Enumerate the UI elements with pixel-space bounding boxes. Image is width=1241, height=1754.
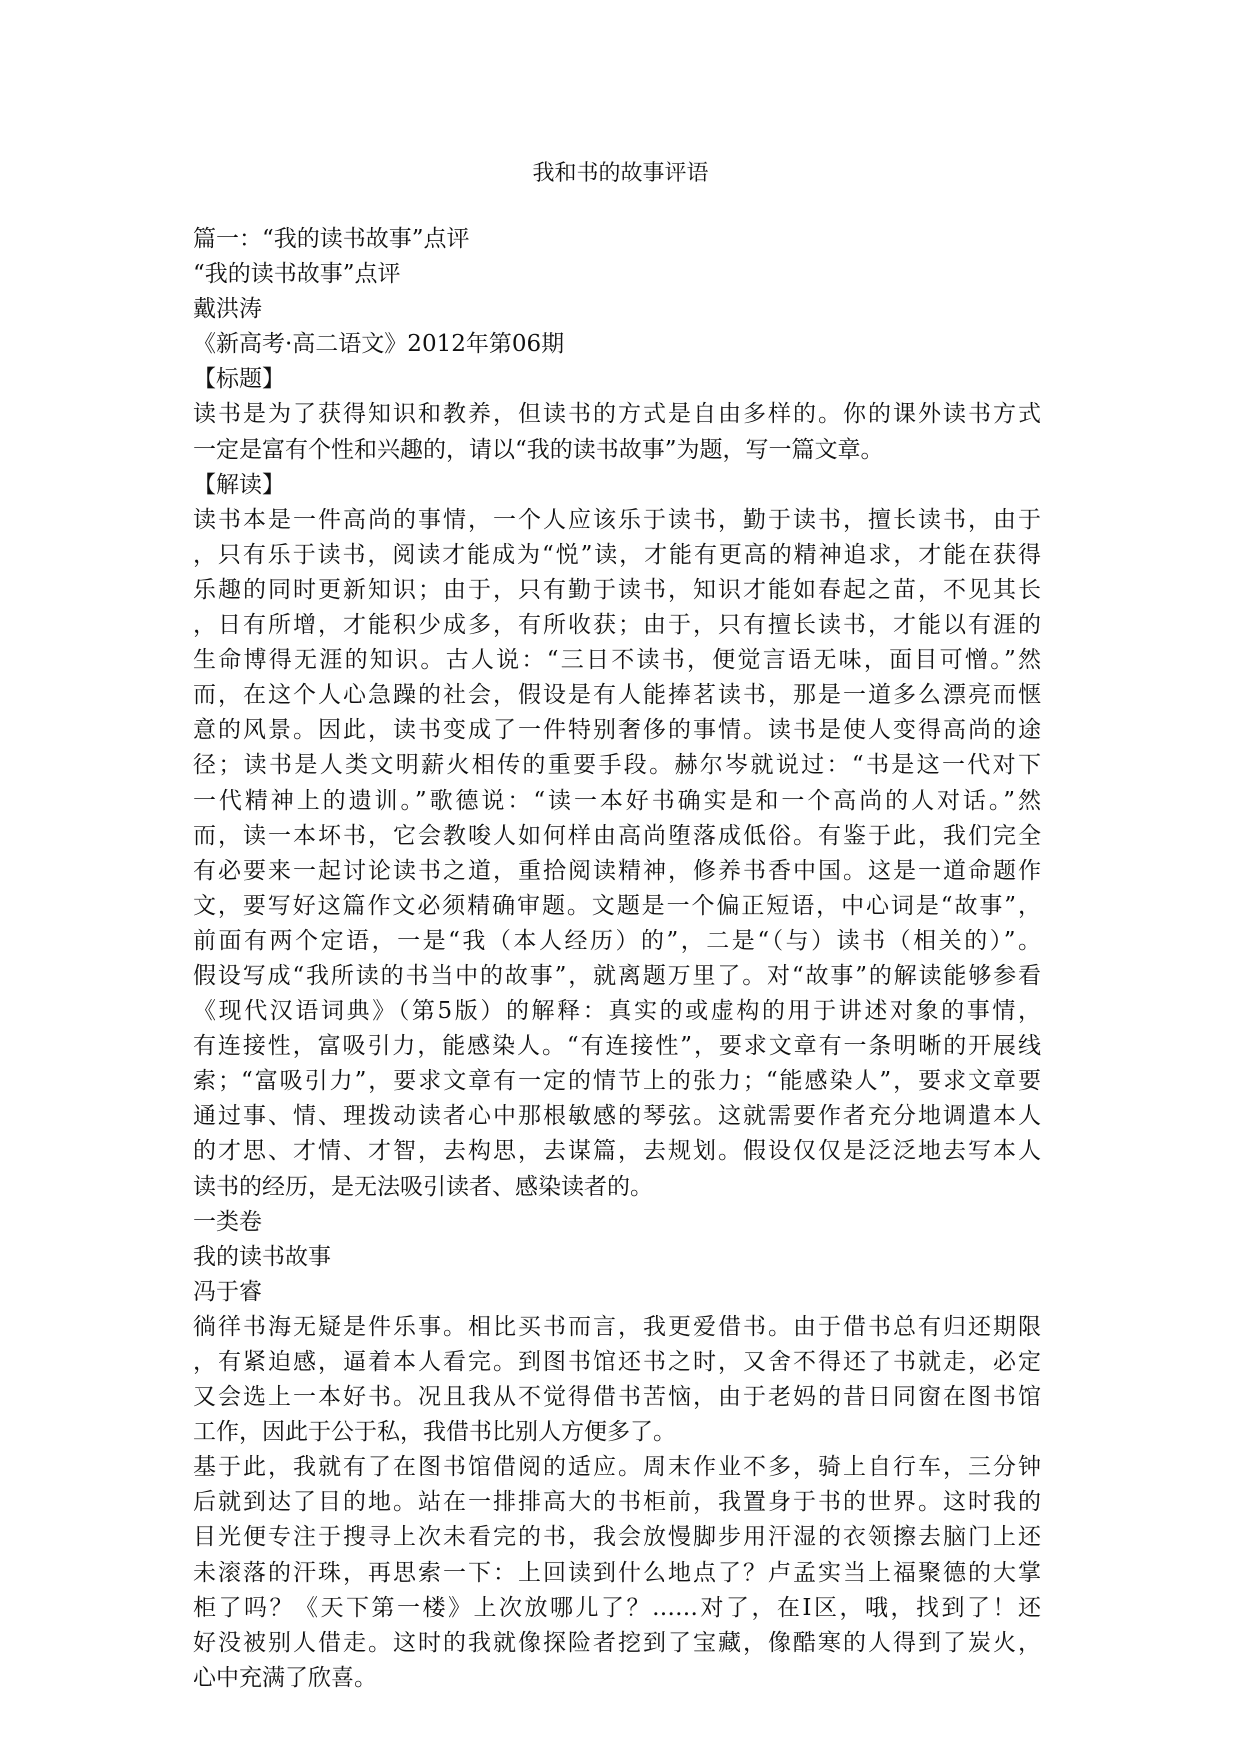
text-line: 目光便专注于搜寻上次未看完的书，我会放慢脚步用汗湿的衣领擦去脑门上还 [193,1524,1041,1551]
text-line: 而，在这个人心急躁的社会，假设是有人能捧茗读书，那是一道多么漂亮而惬 [193,682,1041,709]
text-line: 我的读书故事 [193,1243,331,1270]
text-line: 后就到达了目的地。站在一排排高大的书柜前，我置身于书的世界。这时我的 [193,1489,1041,1516]
text-line: 乐趣的同时更新知识；由于，只有勤于读书，知识才能如春起之苗，不见其长 [193,576,1041,603]
text-line: 一定是富有个性和兴趣的，请以“我的读书故事”为题，写一篇文章。 [193,436,884,463]
text-line: “我的读书故事”点评 [193,261,401,288]
text-line: 文，要写好这篇作文必须精确审题。文题是一个偏正短语，中心词是“故事”， [193,892,1041,919]
text-line: 《现代汉语词典》（第5版）的解释：真实的或虚构的用于讲述对象的事情， [193,998,1041,1025]
text-line: 前面有两个定语，一是“我（本人经历）的”，二是“（与）读书（相关的）”。 [193,927,1041,954]
document-body [193,222,1041,1696]
text-line: ，日有所增，才能积少成多，有所收获；由于，只有擅长读书，才能以有涯的 [193,612,1041,639]
text-line: 读书是为了获得知识和教养，但读书的方式是自由多样的。你的课外读书方式 [193,401,1041,428]
text-line: 假设写成“我所读的书当中的故事”，就离题万里了。对“故事”的解读能够参看 [193,962,1041,989]
text-line: 的才思、才情、才智，去构思，去谋篇，去规划。假设仅仅是泛泛地去写本人 [193,1138,1041,1165]
text-line: 好没被别人借走。这时的我就像探险者挖到了宝藏，像酷寒的人得到了炭火， [193,1629,1041,1656]
document-title: 我和书的故事评语 [532,161,709,186]
text-line: 有必要来一起讨论读书之道，重拾阅读精神，修养书香中国。这是一道命题作 [193,857,1041,884]
text-line: 索；“富吸引力”，要求文章有一定的情节上的张力；“能感染人”，要求文章要 [193,1068,1041,1095]
text-line: 基于此，我就有了在图书馆借阅的适应。周末作业不多，骑上自行车，三分钟 [193,1454,1041,1481]
text-line: 一代精神上的遗训。”歌德说：“读一本好书确实是和一个高尚的人对话。”然 [193,787,1041,814]
text-line: 有连接性，富吸引力，能感染人。“有连接性”，要求文章有一条明晰的开展线 [193,1033,1041,1060]
text-line: 冯于睿 [193,1278,262,1305]
text-line: 柜了吗？《天下第一楼》上次放哪儿了？……对了，在I区，哦，找到了！还 [193,1594,1041,1621]
text-line: 心中充满了欣喜。 [193,1664,377,1691]
text-line: 《新高考·高二语文》2012年第06期 [193,331,565,358]
text-line: 又会选上一本好书。况且我从不觉得借书苦恼，由于老妈的昔日同窗在图书馆 [193,1384,1041,1411]
text-line: 而，读一本坏书，它会教唆人如何样由高尚堕落成低俗。有鉴于此，我们完全 [193,822,1041,849]
text-line: 【标题】 [193,366,285,393]
text-line: 工作，因此于公于私，我借书比别人方便多了。 [193,1419,676,1446]
text-line: 径；读书是人类文明薪火相传的重要手段。赫尔岑就说过：“书是这一代对下 [193,752,1041,779]
text-line: 读书的经历，是无法吸引读者、感染读者的。 [193,1173,653,1200]
text-line: 意的风景。因此，读书变成了一件特别奢侈的事情。读书是使人变得高尚的途 [193,717,1041,744]
text-line: 未滚落的汗珠，再思索一下：上回读到什么地点了？卢孟实当上福聚德的大掌 [193,1559,1041,1586]
text-line: 生命博得无涯的知识。古人说：“三日不读书，便觉言语无味，面目可憎。”然 [193,647,1041,674]
text-line: 通过事、情、理拨动读者心中那根敏感的琴弦。这就需要作者充分地调遣本人 [193,1103,1041,1130]
text-line: ，只有乐于读书，阅读才能成为“悦”读，才能有更高的精神追求，才能在获得 [193,541,1041,568]
text-line: 篇一：“我的读书故事”点评 [193,226,470,252]
text-line: 一类卷 [193,1208,262,1235]
text-line: 徜徉书海无疑是件乐事。相比买书而言，我更爱借书。由于借书总有归还期限 [193,1313,1041,1340]
text-line: ，有紧迫感，逼着本人看完。到图书馆还书之时，又舍不得还了书就走，必定 [193,1349,1041,1375]
text-line: 【解读】 [193,471,285,498]
text-line: 读书本是一件高尚的事情，一个人应该乐于读书，勤于读书，擅长读书，由于 [193,506,1041,533]
text-line: 戴洪涛 [193,296,262,323]
